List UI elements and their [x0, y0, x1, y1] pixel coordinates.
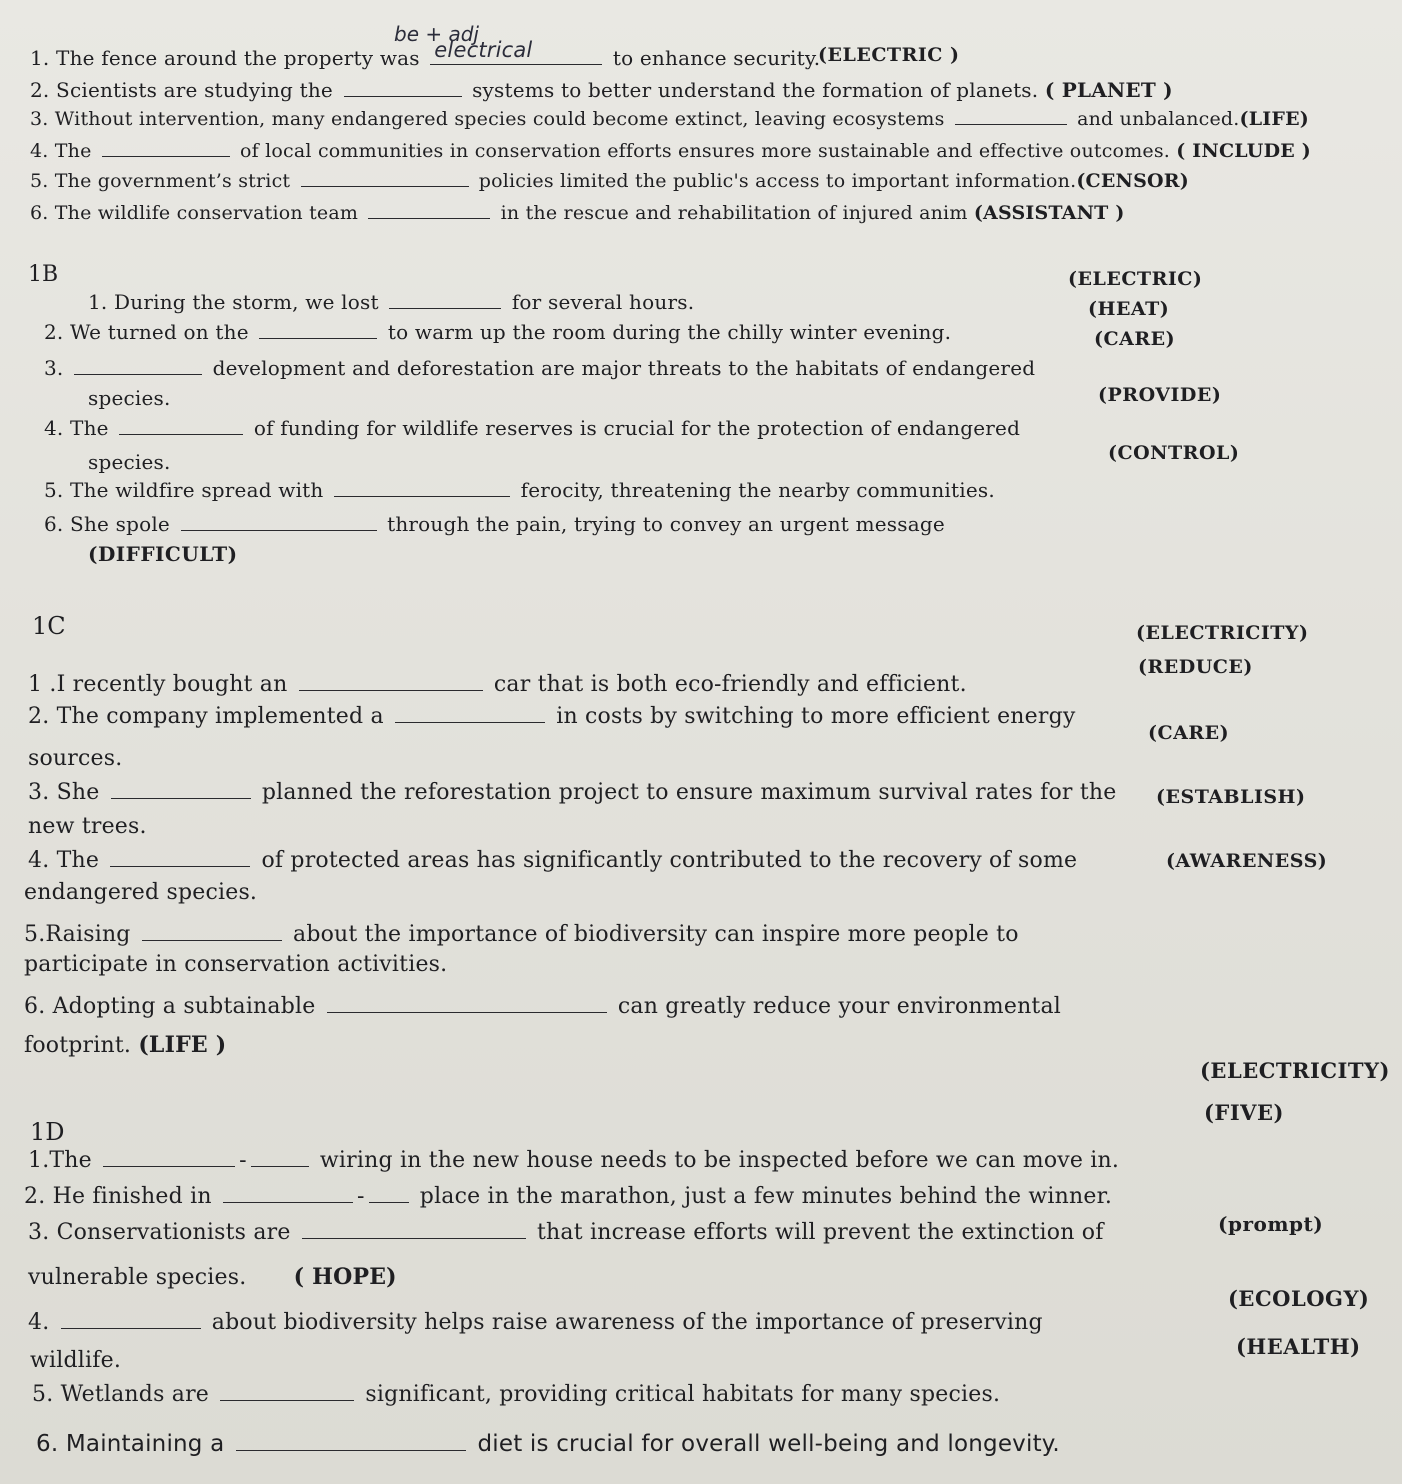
question-b3-cont: species.: [88, 386, 171, 410]
hint-d1: (ELECTRICITY): [1200, 1058, 1390, 1083]
section-header-1b: 1B: [28, 262, 59, 287]
answer-blank[interactable]: [142, 922, 282, 941]
question-c3: 3. She planned the reforestation project to ensure maximum survival rates for the: [28, 780, 1117, 805]
question-d2: 2. He finished in - place in the marathon, just a few minutes behind the winner.: [24, 1184, 1113, 1209]
question-a6: 6. The wildlife conservation team in the rescue and rehabilitation of injured anim (ASSISTANT ): [30, 202, 1125, 224]
answer-blank[interactable]: [236, 1432, 466, 1451]
hint-d2: (FIVE): [1204, 1100, 1284, 1125]
question-c4-cont: endangered species.: [24, 880, 258, 905]
answer-blank[interactable]: [395, 704, 545, 723]
hint-c1: (ELECTRICITY): [1136, 622, 1309, 644]
question-c1: 1 .I recently bought an car that is both eco-friendly and efficient.: [28, 672, 967, 697]
answer-blank[interactable]: [327, 994, 607, 1013]
hint-c3: (CARE): [1148, 722, 1230, 744]
answer-blank[interactable]: [220, 1382, 354, 1401]
hint-b6: (DIFFICULT): [88, 542, 238, 566]
question-b4: 4. The of funding for wildlife reserves is crucial for the protection of endangered: [44, 416, 1021, 440]
answer-blank[interactable]: [111, 780, 251, 799]
hint-b4: (PROVIDE): [1098, 384, 1222, 406]
answer-blank[interactable]: [389, 290, 501, 309]
hint-c5: (AWARENESS): [1166, 850, 1328, 872]
answer-blank[interactable]: [368, 200, 490, 219]
question-d6: 6. Maintaining a diet is crucial for overall well-being and longevity.: [36, 1431, 1060, 1457]
question-b5: 5. The wildfire spread with ferocity, threatening the nearby communities.: [44, 478, 995, 502]
question-c4: 4. The of protected areas has significantly contributed to the recovery of some: [28, 848, 1078, 873]
question-d3-cont: vulnerable species. ( HOPE): [28, 1264, 397, 1290]
hint-b3: (CARE): [1094, 328, 1176, 350]
question-c2-cont: sources.: [28, 746, 123, 771]
question-b2: 2. We turned on the to warm up the room during the chilly winter evening.: [44, 320, 952, 344]
question-b1: 1. During the storm, we lost for several hours.: [88, 290, 695, 314]
answer-blank[interactable]: [74, 356, 202, 375]
hint-b2: (HEAT): [1088, 298, 1170, 320]
hint-d6: (HEALTH): [1236, 1334, 1361, 1359]
hint-c4: (ESTABLISH): [1156, 786, 1306, 808]
answer-blank[interactable]: [299, 672, 483, 691]
question-a1: 1. The fence around the property was electrical to enhance security.: [30, 38, 821, 70]
hint-b5: (CONTROL): [1108, 442, 1240, 464]
question-a4: 4. The of local communities in conservation efforts ensures more sustainable and effective outcomes. ( INCLUDE ): [30, 140, 1311, 162]
answer-blank[interactable]: [369, 1184, 409, 1203]
question-d5: 5. Wetlands are significant, providing critical habitats for many species.: [32, 1382, 1001, 1407]
question-d4-cont: wildlife.: [30, 1348, 122, 1373]
answer-blank[interactable]: [302, 1220, 526, 1239]
answer-blank[interactable]: electrical: [430, 46, 602, 65]
hint-a1: (ELECTRIC ): [818, 44, 960, 66]
question-b6: 6. She spole through the pain, trying to convey an urgent message: [44, 512, 945, 536]
question-c2: 2. The company implemented a in costs by switching to more efficient energy: [28, 704, 1076, 729]
answer-blank[interactable]: [103, 1148, 235, 1167]
answer-blank[interactable]: [223, 1184, 353, 1203]
question-a5: 5. The government’s strict policies limited the public's access to important information.(CENSOR): [30, 170, 1189, 192]
question-b4-cont: species.: [88, 450, 171, 474]
answer-blank[interactable]: [119, 416, 243, 435]
answer-blank[interactable]: [955, 106, 1067, 125]
answer-blank[interactable]: [334, 478, 510, 497]
hint-b1: (ELECTRIC): [1068, 268, 1203, 290]
question-d1: 1.The - wiring in the new house needs to be inspected before we can move in.: [28, 1148, 1120, 1173]
question-a2: 2. Scientists are studying the systems to better understand the formation of planets. ( PLANET ): [30, 78, 1173, 102]
answer-blank[interactable]: [102, 138, 230, 157]
question-c5: 5.Raising about the importance of biodiversity can inspire more people to: [24, 922, 1019, 947]
answer-blank[interactable]: [344, 78, 462, 97]
answer-blank[interactable]: [181, 512, 377, 531]
answer-blank[interactable]: [301, 168, 469, 187]
answer-blank[interactable]: [61, 1310, 201, 1329]
question-d3: 3. Conservationists are that increase efforts will prevent the extinction of: [28, 1220, 1104, 1245]
answer-blank[interactable]: [259, 320, 377, 339]
question-a3: 3. Without intervention, many endangered species could become extinct, leaving ecosystems and unbalanced.(LIFE): [30, 108, 1309, 130]
hint-d4: (prompt): [1218, 1212, 1324, 1236]
section-header-1c: 1C: [32, 612, 66, 640]
answer-blank[interactable]: [251, 1148, 309, 1167]
handwritten-note: be + adj: [394, 22, 479, 46]
hint-d5: (ECOLOGY): [1228, 1286, 1370, 1311]
question-c6: 6. Adopting a subtainable can greatly reduce your environmental: [24, 994, 1062, 1019]
question-b3: 3. development and deforestation are major threats to the habitats of endangered: [44, 356, 1036, 380]
question-d4: 4. about biodiversity helps raise awareness of the importance of preserving: [28, 1310, 1043, 1335]
question-c5-cont: participate in conservation activities.: [24, 952, 448, 977]
section-header-1d: 1D: [30, 1118, 65, 1146]
hint-c2: (REDUCE): [1138, 656, 1253, 678]
question-c3-cont: new trees.: [28, 814, 147, 839]
question-c6-cont: footprint. (LIFE ): [24, 1032, 227, 1058]
answer-blank[interactable]: [110, 848, 250, 867]
